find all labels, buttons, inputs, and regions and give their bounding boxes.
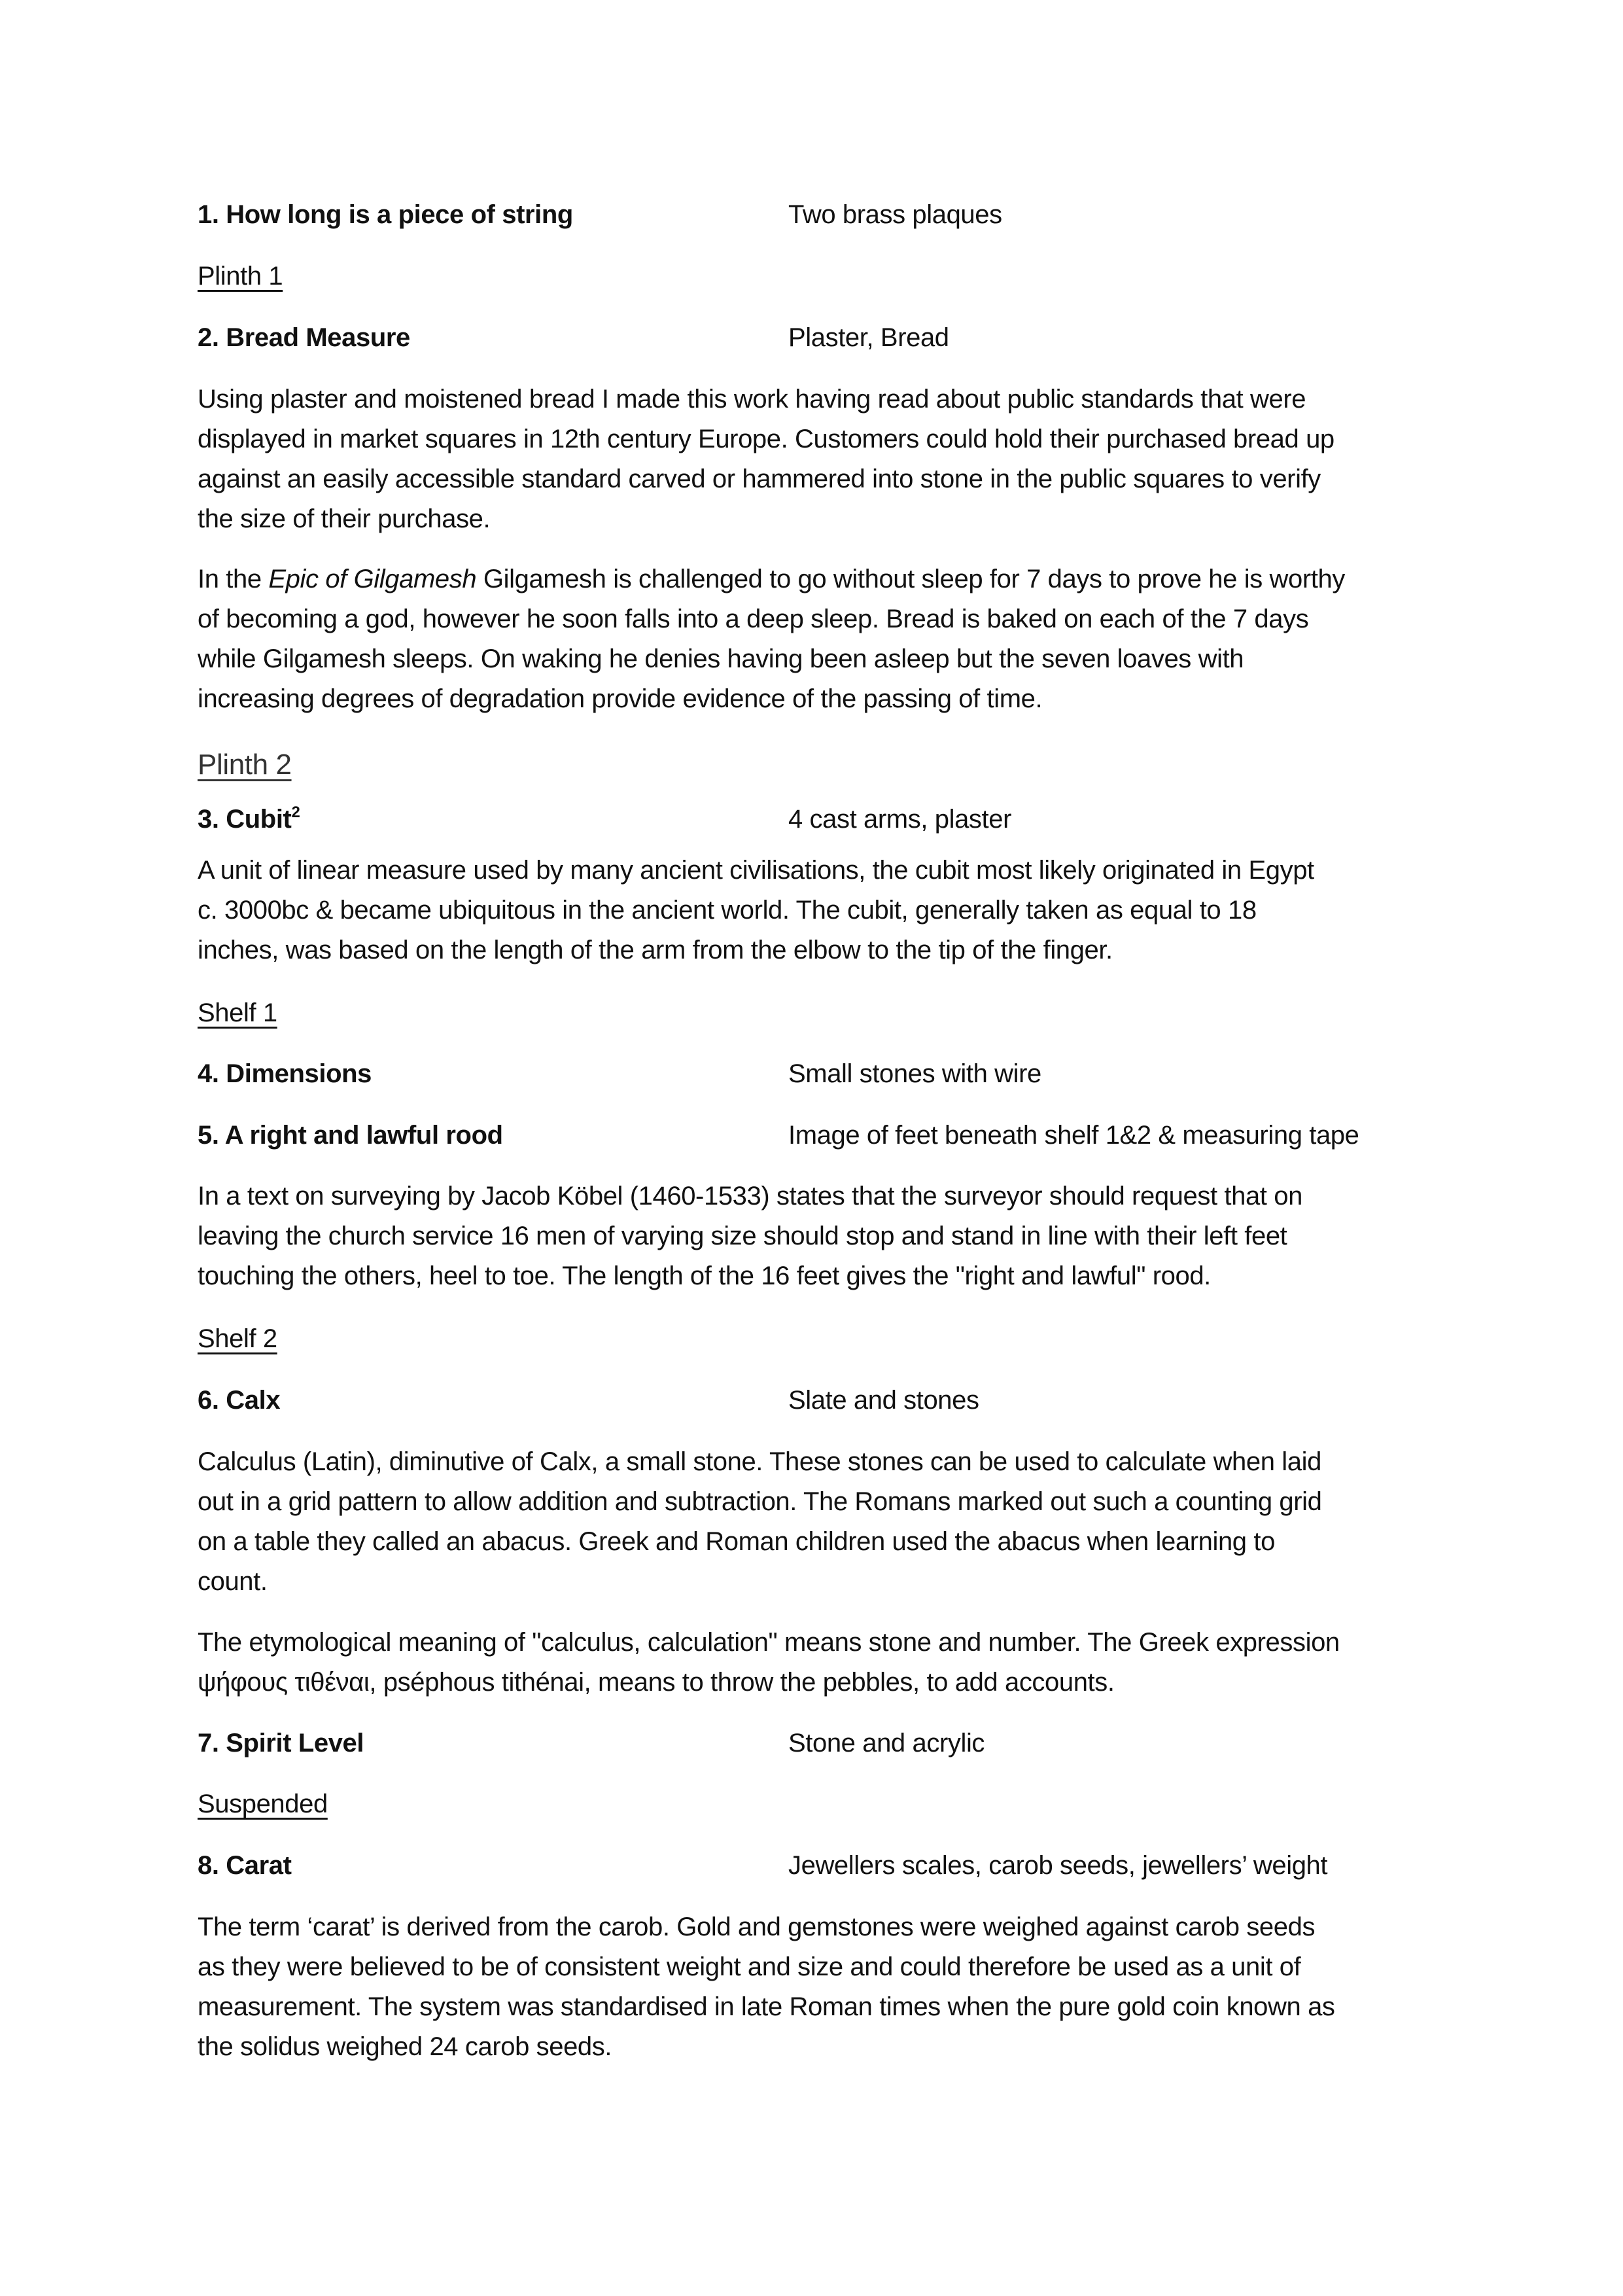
location-heading: [198, 993, 1440, 1033]
location-heading: [198, 1784, 1440, 1824]
paragraph-cubit: [198, 851, 1440, 970]
text-line: Calculus (Latin), diminutive of Calx, a small stone. These stones can be used to calculate when laid: [198, 1447, 1321, 1476]
text-line: increasing degrees of degradation provide evidence of the passing of time.: [198, 684, 1043, 713]
item-material: Jewellers scales, carob seeds, jewellers’ weight: [788, 1851, 1328, 1880]
paragraph-gilgamesh: [198, 559, 1440, 719]
location-shelf-1: Shelf 1: [198, 998, 277, 1027]
text-line: while Gilgamesh sleeps. On waking he denies having been asleep but the seven loaves with: [198, 645, 1244, 673]
text-line: of becoming a god, however he soon falls into a deep sleep. Bread is baked on each of the 7 days: [198, 605, 1309, 633]
item-material: Image of feet beneath shelf 1&2 & measuring tape: [788, 1121, 1359, 1150]
item-title: 4. Dimensions: [198, 1059, 372, 1088]
item-title: 7. Spirit Level: [198, 1729, 364, 1757]
item-row: [198, 1054, 1440, 1094]
text-line: Using plaster and moistened bread I made this work having read about public standards that were: [198, 385, 1306, 414]
item-row: [198, 318, 1440, 358]
text-line: as they were believed to be of consistent weight and size and could therefore be used as a unit of: [198, 1952, 1301, 1981]
text-line: ψήφους τιθέναι, pséphous tithénai, means to throw the pebbles, to add accounts.: [198, 1668, 1115, 1697]
paragraph-bread-standards: [198, 380, 1440, 539]
text-line: count.: [198, 1567, 268, 1596]
item-title: 1. How long is a piece of string: [198, 200, 573, 229]
text-line: In the Epic of Gilgamesh Gilgamesh is challenged to go without sleep for 7 days to prove he is worthy: [198, 565, 1345, 593]
text-line: inches, was based on the length of the arm from the elbow to the tip of the finger.: [198, 936, 1113, 964]
item-material: Small stones with wire: [788, 1059, 1041, 1088]
item-title: 8. Carat: [198, 1851, 292, 1880]
text-line: the solidus weighed 24 carob seeds.: [198, 2032, 612, 2061]
item-row: [198, 1846, 1440, 1886]
text-line: The etymological meaning of "calculus, calculation" means stone and number. The Greek expression: [198, 1628, 1340, 1657]
paragraph-carat: [198, 1907, 1440, 2067]
text-line: touching the others, heel to toe. The length of the 16 feet gives the "right and lawful" rood.: [198, 1262, 1211, 1290]
location-heading: [198, 256, 1440, 296]
text-line: In a text on surveying by Jacob Köbel (1460-1533) states that the surveyor should request that on: [198, 1182, 1302, 1210]
item-material: 4 cast arms, plaster: [788, 805, 1012, 834]
text-line: The term ‘carat’ is derived from the carob. Gold and gemstones were weighed against carob seeds: [198, 1913, 1316, 1941]
text-line: measurement. The system was standardised in late Roman times when the pure gold coin known as: [198, 1992, 1335, 2021]
item-title: 3. Cubit$^2$: [198, 804, 300, 834]
item-title: 2. Bread Measure: [198, 323, 410, 352]
location-plinth-2: Plinth 2: [198, 749, 292, 781]
paragraph-etymology: [198, 1623, 1440, 1703]
location-shelf-2: Shelf 2: [198, 1324, 277, 1353]
location-heading: [198, 1319, 1440, 1359]
item-row: [198, 800, 1440, 839]
item-row: [198, 1723, 1440, 1763]
text-line: displayed in market squares in 12th century Europe. Customers could hold their purchased bread up: [198, 425, 1335, 453]
text-line: against an easily accessible standard carved or hammered into stone in the public squares to verify: [198, 465, 1321, 493]
text-line: c. 3000bc & became ubiquitous in the ancient world. The cubit, generally taken as equal to 18: [198, 896, 1257, 925]
text-line: A unit of linear measure used by many ancient civilisations, the cubit most likely originated in Egypt: [198, 856, 1314, 885]
location-suspended: Suspended: [198, 1790, 328, 1818]
text-line: on a table they called an abacus. Greek and Roman children used the abacus when learning to: [198, 1527, 1275, 1556]
item-material: Plaster, Bread: [788, 323, 949, 352]
text-line: out in a grid pattern to allow addition and subtraction. The Romans marked out such a counting grid: [198, 1487, 1322, 1516]
item-row: [198, 195, 1440, 235]
text-line: the size of their purchase.: [198, 504, 491, 533]
book-title: Epic of Gilgamesh: [268, 565, 477, 593]
item-row: [198, 1381, 1440, 1421]
item-title: 5. A right and lawful rood: [198, 1121, 503, 1150]
item-title: 6. Calx: [198, 1386, 281, 1415]
location-plinth-1: Plinth 1: [198, 262, 283, 291]
item-material: Stone and acrylic: [788, 1729, 985, 1757]
item-row: [198, 1116, 1440, 1156]
item-material: Two brass plaques: [788, 200, 1002, 229]
item-material: Slate and stones: [788, 1386, 979, 1415]
location-heading: [198, 745, 1440, 785]
paragraph-calx: [198, 1442, 1440, 1602]
paragraph-rood: [198, 1176, 1440, 1296]
text-line: leaving the church service 16 men of varying size should stop and stand in line with their left feet: [198, 1222, 1287, 1250]
